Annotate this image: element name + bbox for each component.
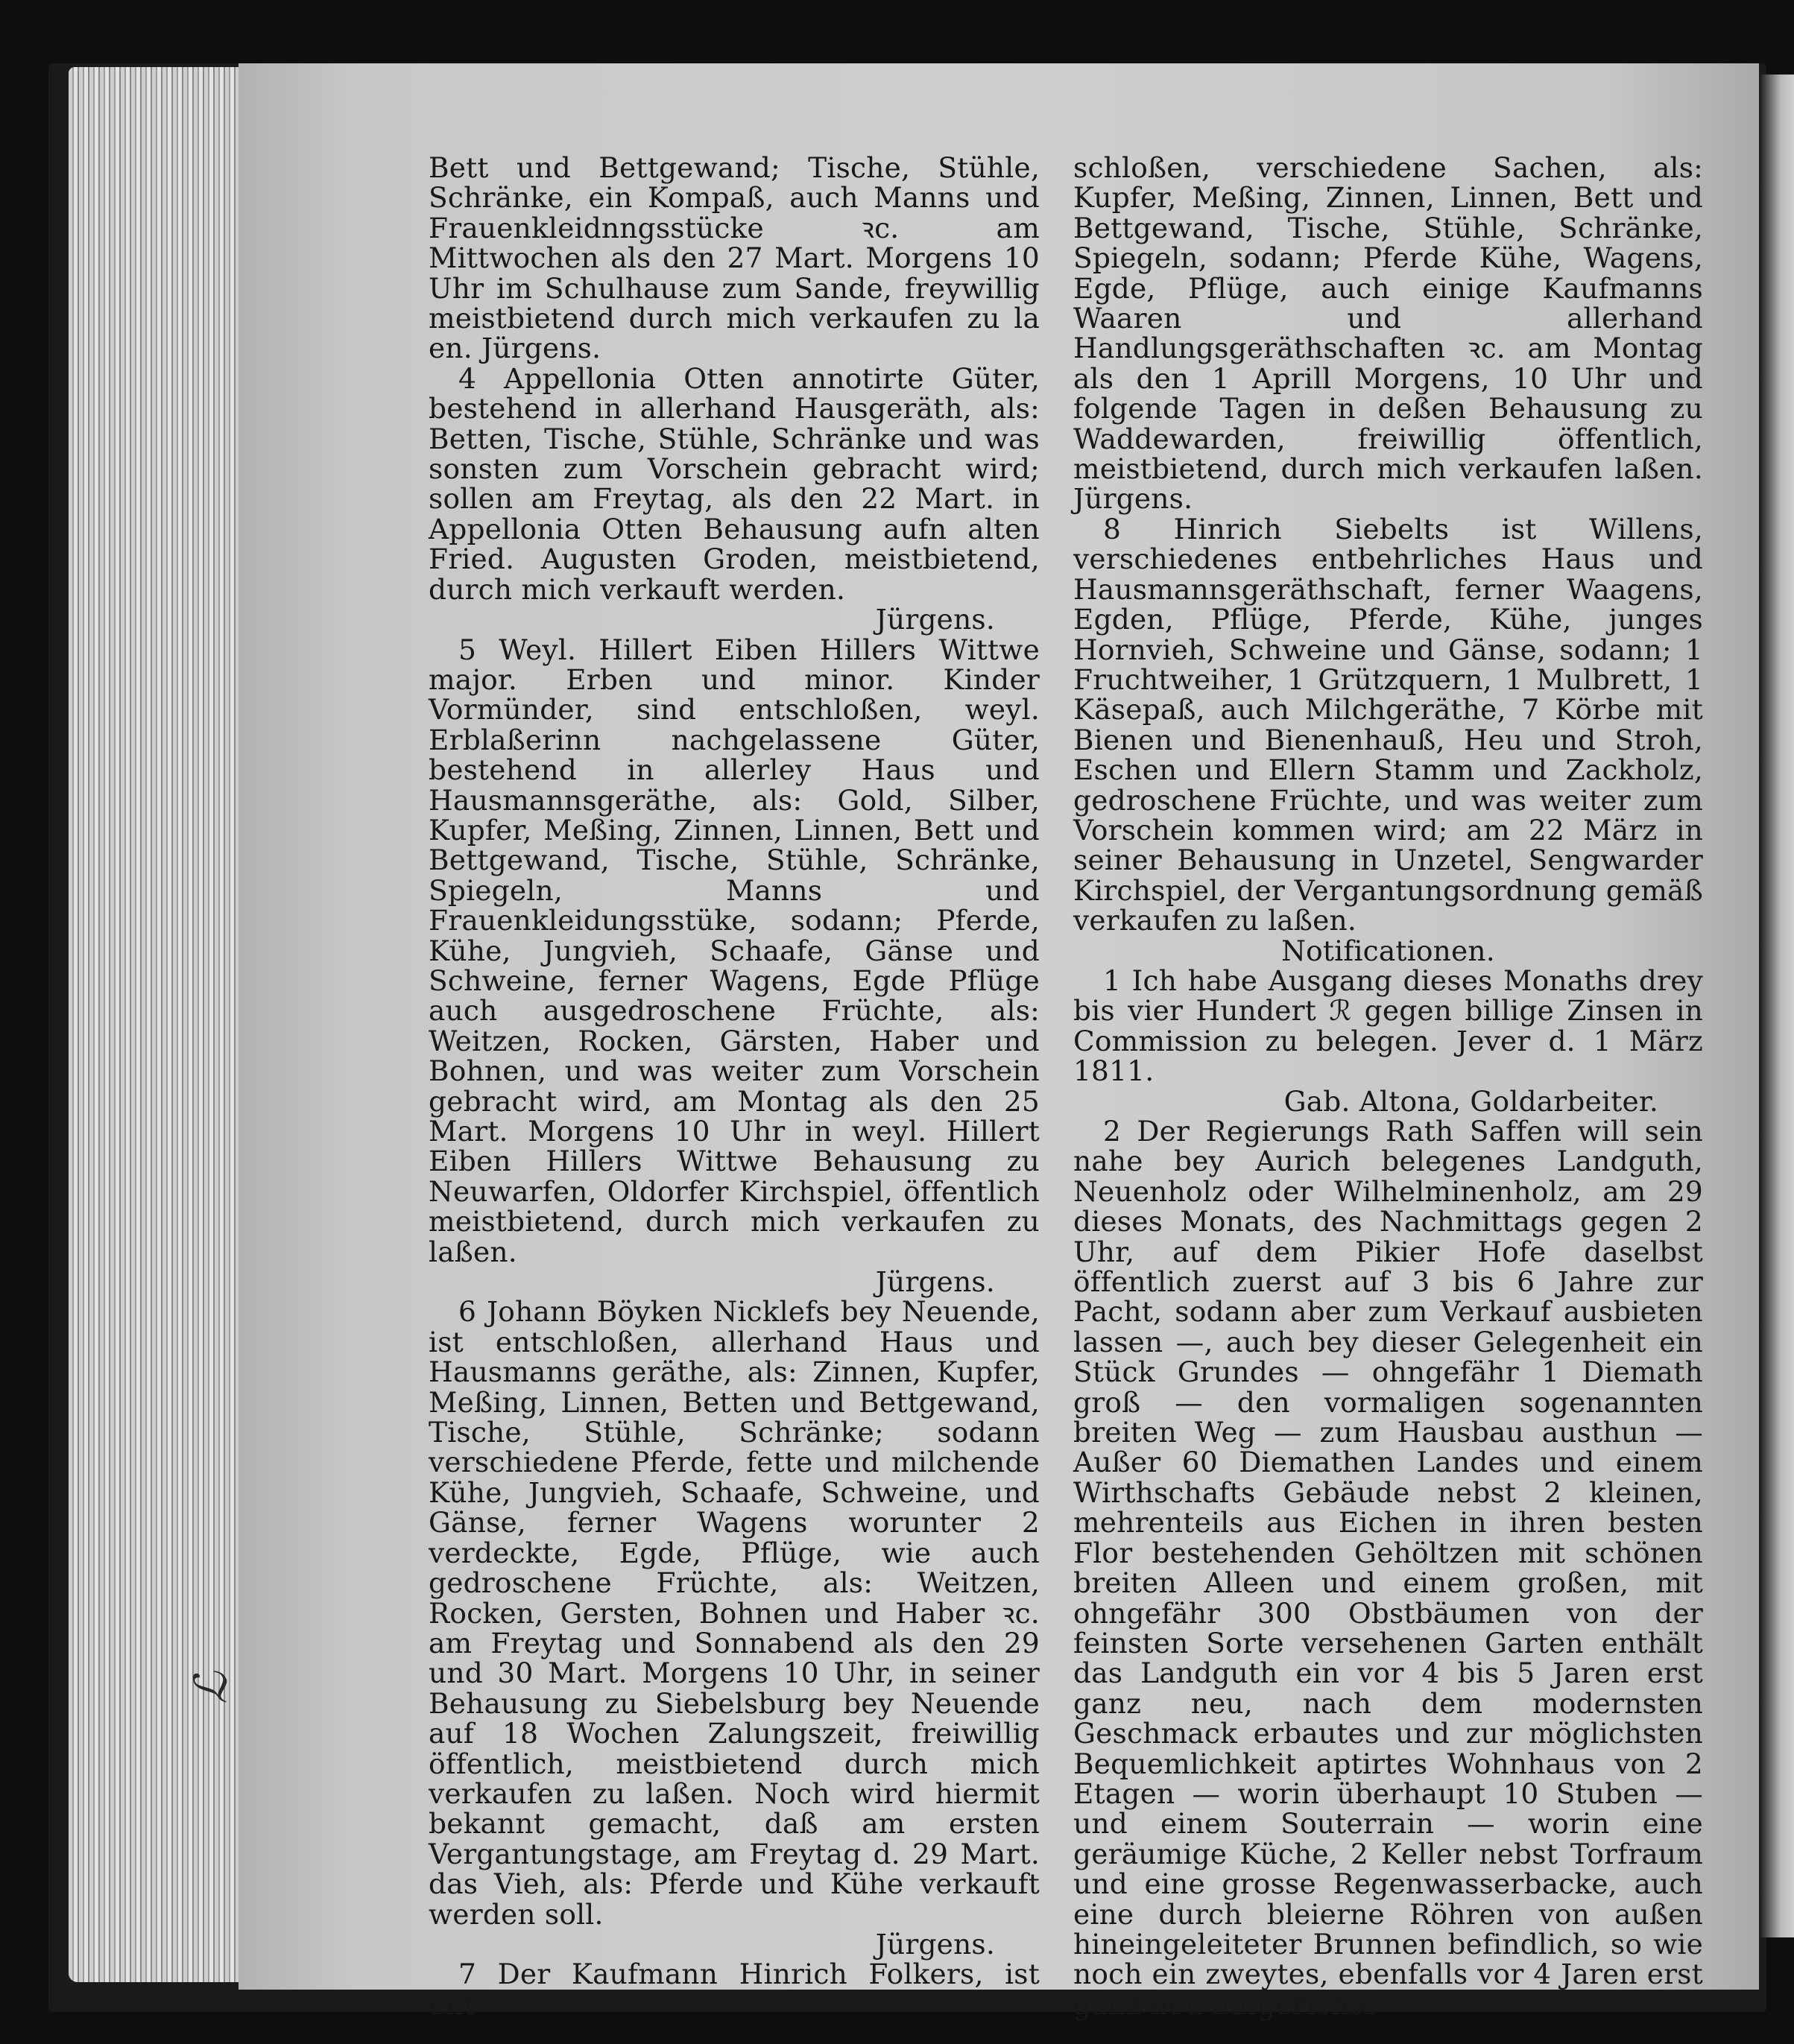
- notice-paragraph: 2 Der Regierungs Rath Saffen will sein nahe bey Aurich belegenes Landguth, Neuenholz oder Wilhelminenholz, am 29 dieses Monats, des Nachmittags gegen 2 Uhr, auf dem Pikier Hofe daselbst öffentlich zuerst auf 3 bis 6 Jahre zur Pacht, sodann aber zum Verkauf ausbieten lassen —, auch bey dieser Gelegenheit ein Stück Grundes — ohngefähr 1 Diemath groß — den vormaligen sogenannten breiten Weg — zum Hausbau austhun — Außer 60 Diemathen Landes und einem Wirthschafts Gebäude nebst 2 kleinen, mehrenteils aus Eichen in ihren besten Flor bestehenden Gehöltzen mit schönen breiten Alleen und einem großen, mit ohngefähr 300 Obstbäumen von der feinsten Sorte versehenen Garten enthält das Landguth ein vor 4 bis 5 Jaren erst ganz neu, nach dem modernsten Geschmack erbautes und zur möglichsten Bequemlichkeit aptirtes Wohnhaus von 2 Etagen — worin überhaupt 10 Stuben — und einem Souterrain — worin eine geräumige Küche, 2 Keller nebst Torfraum und eine grosse Regenwasserbacke, auch eine durch bleierne Röhren von außen hineingeleiteter Brunnen befindlich, so wie noch ein zweytes, ebenfalls vor 4 Jaren erst ganz neu aufgerichte-: [1073, 1115, 1703, 2021]
- notice-paragraph: 6 Johann Böyken Nicklefs bey Neuende, ist entschloßen, allerhand Haus und Hausmanns geräthe, als: Zinnen, Kupfer, Meßing, Linnen, Betten und Bettgewand, Tische, Stühle, Schränke; sodann verschiedene Pferde, fette und milchende Kühe, Jungvieh, Schaafe, Schweine, und Gänse, ferner Wagens worunter 2 verdeckte, Egde, Pflüge, wie auch gedroschene Früchte, als: Weitzen, Rocken, Gersten, Bohnen und Haber ꝛc. am Freytag und Sonnabend als den 29 und 30 Mart. Morgens 10 Uhr, in seiner Behausung zu Siebelsburg bey Neuende auf 18 Wochen Zalungszeit, freiwillig öffentlich, meistbietend durch mich verkaufen zu laßen. Noch wird hiermit bekannt gemacht, daß am ersten Vergantungstage, am Freytag d. 29 Mart. das Vieh, als: Pferde und Kühe verkauft werden soll.: [429, 1295, 1040, 1931]
- notice-paragraph: 8 Hinrich Siebelts ist Willens, verschiedenes entbehrliches Haus und Hausmannsgeräthschaft, ferner Waagens, Egden, Pflüge, Pferde, Kühe, junges Hornvieh, Schweine und Gänse, sodann; 1 Fruchtweiher, 1 Grützquern, 1 Mulbrett, 1 Käsepaß, auch Milchgeräthe, 7 Körbe mit Bienen und Bienenhauß, Heu und Stroh, Eschen und Ellern Stamm und Zackholz, gedroschene Früchte, und was weiter zum Vorschein kommen wird; am 22 März in seiner Behausung in Unzetel, Sengwarder Kirchspiel, der Vergantungsordnung gemäß verkaufen zu laßen.: [1073, 512, 1703, 937]
- next-page-edge: [1760, 75, 1794, 1937]
- signature: Jürgens.: [875, 1927, 995, 1961]
- section-heading: Notificationen.: [1281, 934, 1495, 967]
- right-text-column: [1073, 153, 1703, 2019]
- notice-paragraph: 7 Der Kaufmann Hinrich Folkers, ist ent-: [429, 1958, 1040, 2021]
- signature: Jürgens.: [875, 1265, 995, 1299]
- signature: Jürgens.: [875, 603, 995, 636]
- left-text-column: [429, 153, 1040, 2019]
- notice-paragraph: 5 Weyl. Hillert Eiben Hillers Wittwe major. Erben und minor. Kinder Vormünder, sind entschloßen, weyl. Erblaßerinn nachgelassene Güter, bestehend in allerley Haus und Hausmannsgeräthe, als: Gold, Silber, Kupfer, Meßing, Zinnen, Linnen, Bett und Bettgewand, Tische, Stühle, Schränke, Spiegeln, Manns und Frauenkleidungsstüke, sodann; Pferde, Kühe, Jungvieh, Schaafe, Gänse und Schweine, ferner Wagens, Egde Pflüge auch ausgedroschene Früchte, als: Weitzen, Rocken, Gärsten, Haber und Bohnen, und was weiter zum Vorschein gebracht wird, am Montag als den 25 Mart. Morgens 10 Uhr in weyl. Hillert Eiben Hillers Wittwe Behausung zu Neuwarfen, Oldorfer Kirchspiel, öffentlich meistbietend, durch mich verkaufen zu laßen.: [429, 633, 1040, 1268]
- handwritten-margin-mark: ℒ: [185, 1671, 238, 1704]
- notice-paragraph: 1 Ich habe Ausgang dieses Monaths drey bis vier Hundert ℛ gegen billige Zinsen in Commission zu belegen. Jever d. 1 März 1811.: [1073, 964, 1703, 1088]
- signature: Gab. Altona, Goldarbeiter.: [1283, 1084, 1658, 1118]
- notice-paragraph: 4 Appellonia Otten annotirte Güter, bestehend in allerhand Hausgeräth, als: Betten, Tische, Stühle, Schränke und was sonsten zum Vorschein gebracht wird; sollen am Freytag, als den 22 Mart. in Appellonia Otten Behausung aufn alten Fried. Augusten Groden, meistbietend, durch mich verkauft werden.: [429, 361, 1040, 606]
- notice-paragraph: schloßen, verschiedene Sachen, als: Kupfer, Meßing, Zinnen, Linnen, Bett und Bettgewand, Tische, Stühle, Schränke, Spiegeln, sodann; Pferde Kühe, Wagens, Egde, Pflüge, auch einige Kaufmanns Waaren und allerhand Handlungsgeräthschaften ꝛc. am Montag als den 1 Aprill Morgens, 10 Uhr und folgende Tagen in deßen Behausung zu Waddewarden, freiwillig öffentlich, meistbietend, durch mich verkaufen laßen. Jürgens.: [1073, 151, 1703, 516]
- notice-paragraph: Bett und Bettgewand; Tische, Stühle, Schränke, ein Kompaß, auch Manns und Frauenkleidnngsstücke ꝛc. am Mittwochen als den 27 Mart. Morgens 10 Uhr im Schulhause zum Sande, freywillig meistbietend durch mich verkaufen zu la en. Jürgens.: [429, 151, 1040, 365]
